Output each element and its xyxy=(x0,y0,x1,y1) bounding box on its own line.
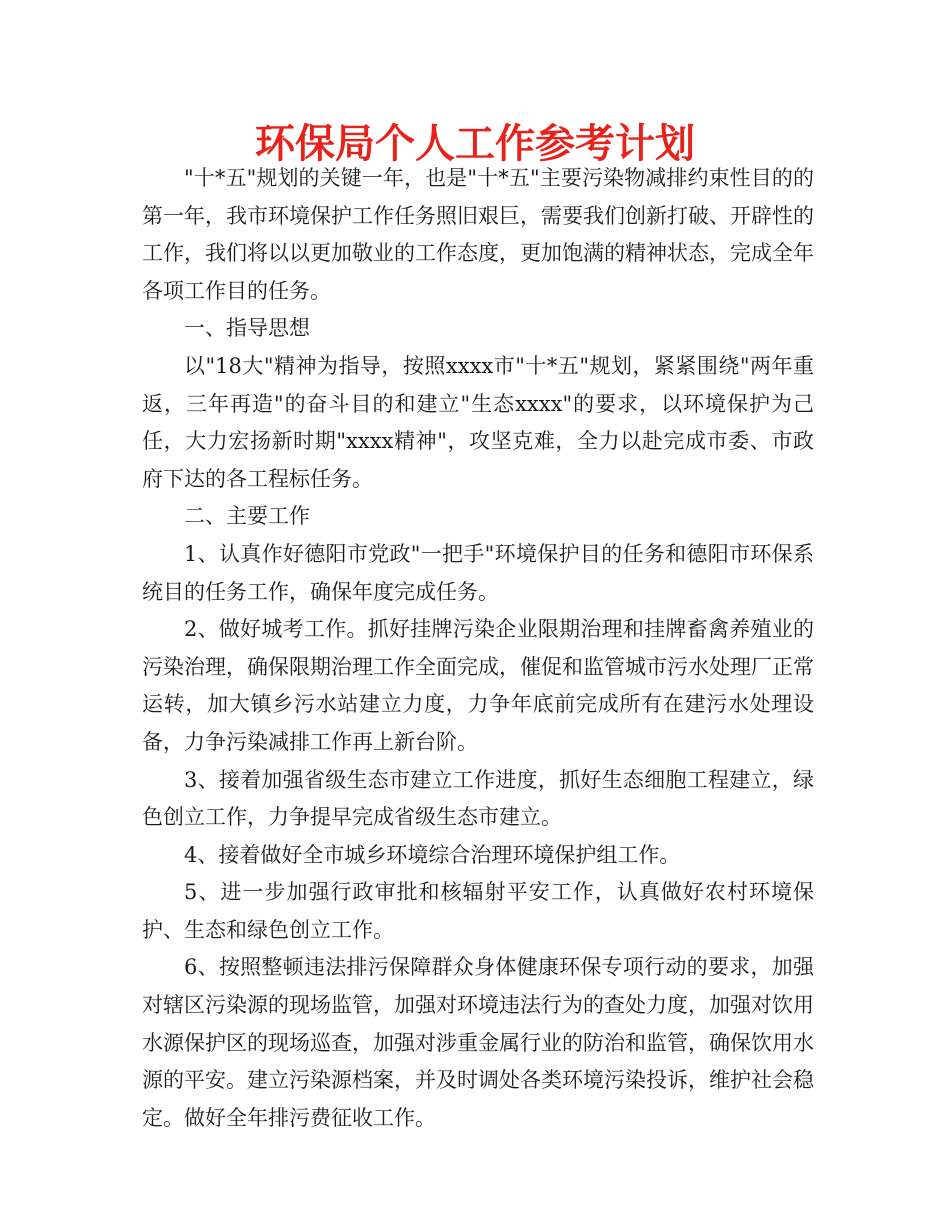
document-body xyxy=(142,160,814,1137)
list-item-1: 1、认真作好德阳市党政"一把手"环境保护目的任务和德阳市环保系统目的任务工作，确保年度完成任务。 xyxy=(142,541,814,604)
section-heading-main-work: 二、主要工作 xyxy=(184,504,310,529)
document-title: 环保局个人工作参考计划 xyxy=(255,121,695,167)
list-item-3: 3、接着加强省级生态市建立工作进度，抓好生态细胞工程建立，绿色创立工作，力争提早完成省级生态市建立。 xyxy=(142,767,814,830)
paragraph-intro: "十*五"规划的关键一年，也是"十*五"主要污染物减排约束性目的的第一年，我市环境保护工作任务照旧艰巨，需要我们创新打破、开辟性的工作，我们将以以更加敬业的工作态度，更加饱满的精神状态，完成全年各项工作目的任务。 xyxy=(142,166,814,303)
section-heading-guiding-ideology: 一、指导思想 xyxy=(184,316,310,341)
list-item-4: 4、接着做好全市城乡环境综合治理环境保护组工作。 xyxy=(184,842,681,867)
list-item-5: 5、进一步加强行政审批和核辐射平安工作，认真做好农村环境保护、生态和绿色创立工作。 xyxy=(142,880,814,942)
list-item-6: 6、按照整顿违法排污保障群众身体健康环保专项行动的要求，加强对辖区污染源的现场监管，加强对环境违法行为的查处力度，加强对饮用水源保护区的现场巡查，加强对涉重金属行业的防治和监管，确保饮用水源的平安。建立污染源档案，并及时调处各类环境污染投诉，维护社会稳定。做好全年排污费征收工作。 xyxy=(142,955,814,1130)
list-item-2: 2、做好城考工作。抓好挂牌污染企业限期治理和挂牌畜禽养殖业的污染治理，确保限期治理工作全面完成，催促和监管城市污水处理厂正常运转，加大镇乡污水站建立力度，力争年底前完成所有在建污水处理设备，力争污染减排工作再上新台阶。 xyxy=(142,617,814,754)
paragraph-guiding-ideology: 以"18大"精神为指导，按照xxxx市"十*五"规划，紧紧围绕"两年重返，三年再造"的奋斗目的和建立"生态xxxx"的要求，以环境保护为己任，大力宏扬新时期"xxxx精神"，攻坚克难，全力以赴完成市委、市政府下达的各工程标任务。 xyxy=(142,353,814,491)
